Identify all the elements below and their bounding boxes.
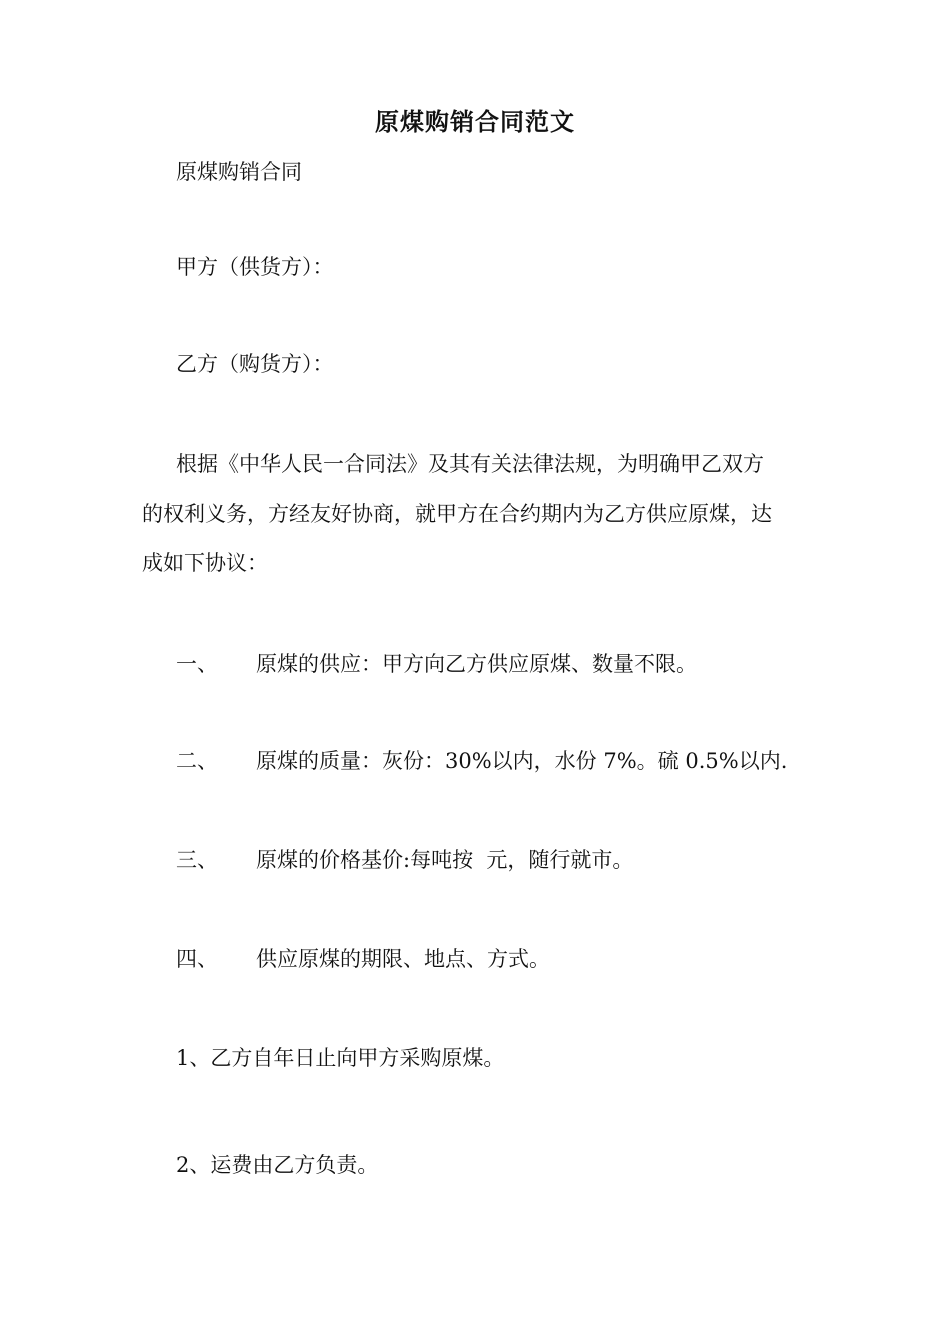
clause-2 [176,747,787,775]
contract-subtitle: 原煤购销合同 [176,160,302,184]
document-title: 原煤购销合同范文 [375,108,575,136]
preamble-line-2: 的权利义务，方经友好协商，就甲方在合约期内为乙方供应原煤，达 [142,502,772,526]
clause-text: 原煤的质量：灰份：30%以内，水份 7%。硫 0.5%以内. [256,749,788,773]
clause-3 [176,846,633,874]
party-a-line: 甲方（供货方）： [176,255,334,279]
preamble-line-3: 成如下协议： [142,551,268,575]
preamble-line-1: 根据《中华人民一合同法》及其有关法律法规，为明确甲乙双方 [176,452,764,476]
clause-text: 供应原煤的期限、地点、方式。 [256,947,550,971]
sub-item-1: 1、乙方自年日止向甲方采购原煤。 [176,1046,505,1070]
clause-number: 三、 [176,848,218,872]
clause-number: 二、 [176,749,218,773]
party-b-line: 乙方（购货方）： [176,352,334,376]
clause-4 [176,945,550,973]
clause-number: 一、 [176,652,218,676]
clause-number: 四、 [176,947,218,971]
clause-text: 原煤的价格基价:每吨按 元，随行就市。 [256,848,634,872]
clause-1 [176,650,697,678]
clause-text: 原煤的供应：甲方向乙方供应原煤、数量不限。 [256,652,697,676]
sub-item-2: 2、运费由乙方负责。 [176,1153,379,1177]
